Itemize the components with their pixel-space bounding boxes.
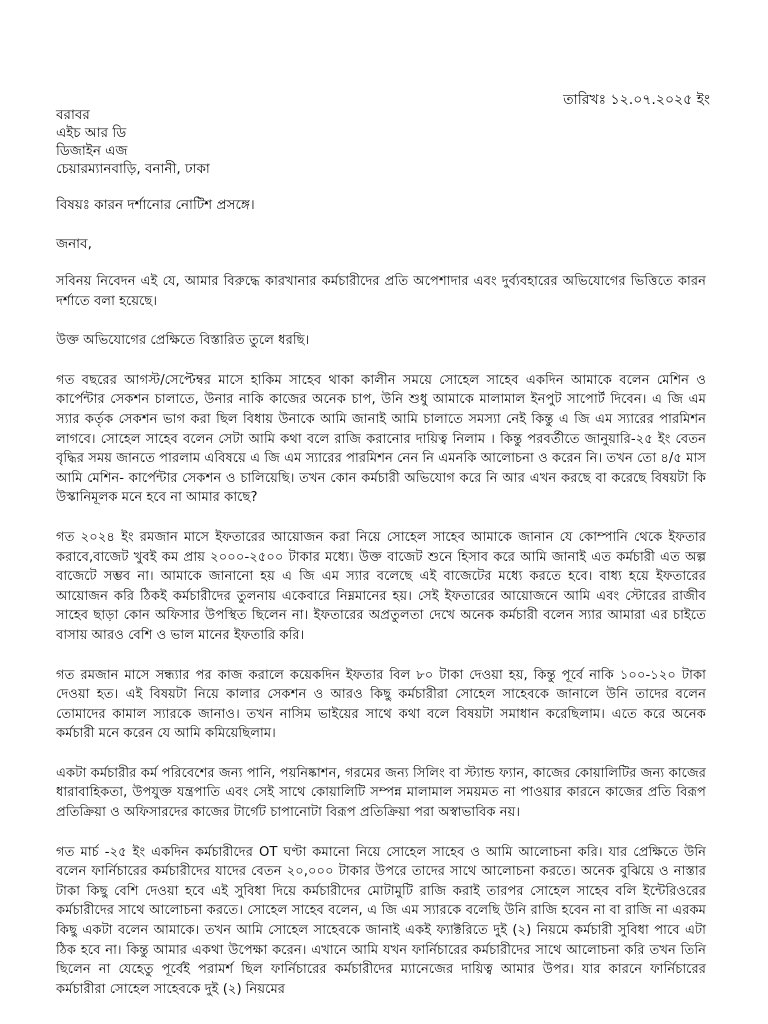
letter-salutation: জনাব, <box>56 236 92 252</box>
body-paragraph-details-heading: উক্ত অভিযোগের প্রেক্ষিতে বিস্তারিত তুলে ধরছি। <box>56 333 310 349</box>
address-line-company: ডিজাইন এজ <box>56 143 128 159</box>
letter-date: তারিখঃ ১২.০৭.২০২৫ ইং <box>563 92 710 108</box>
address-line-department: এইচ আর ডি <box>56 125 127 141</box>
recipient-address <box>56 106 706 178</box>
body-paragraph-iftar-bill: গত রমজান মাসে সন্ধ্যার পর কাজ করালে কয়েকদিন ইফতার বিল ৮০ টাকা দেওয়া হয়, কিন্তু পূর্বে নাকি ১০০-১২০ টাকা দেওয়া হত। এই বিষয়টা নিয়ে কালার সেকশন ও আরও কিছু কর্মচারীরা সোহেল সাহেবকে জানালে উনি তাদের বলেন তোমাদের কামাল স্যারকে জানাও। তখন নাসিম ভাইয়ের সাথে কথা বলে বিষয়টা সমাধান করেছিলাম। এতে করে অনেক কর্মচারী মনে করেন যে আমি কমিয়েছিলাম। <box>56 667 706 742</box>
body-paragraph-iftar-budget: গত ২০২৪ ইং রমজান মাসে ইফতারের আয়োজন করা নিয়ে সোহেল সাহেব আমাকে জানান যে কোম্পানি থেকে ইফতার করাবে,বাজেট খুবই কম প্রায় ২০০০-২৫০০ টাকার মধ্যে। উক্ত বাজেট শুনে হিসাব করে আমি জানাই এত কর্মচারী এত অল্প বাজেটে সম্ভব না। আমাকে জানানো হয় এ জি এম স্যার বলেছে এই বাজেটের মধ্যে করতে হবে। বাধ্য হয়ে ইফতারের আয়োজন করি ঠিকই কর্মচারীদের তুলনায় একেবারে নিম্নমানের হয়। সেই ইফতারের আয়োজনে আমি এবং স্টোরের রাজীব সাহেব ছাড়া কোন অফিসার উপস্থিত ছিলেন না। ইফতারের অপ্রতুলতা দেখে অনেক কর্মচারী বলেন স্যার আমারা এর চাইতে বাসায় আরও বেশি ও ভাল মানের ইফতারি করি। <box>56 529 706 643</box>
body-paragraph-section-assignment: গত বছরের আগস্ট/সেপ্টেম্বর মাসে হাকিম সাহেব থাকা কালীন সময়ে সোহেল সাহেব একদিন আমাকে বলেন মেশিন ও কার্পেন্টার সেকশন চালাতে, উনার নাকি কাজের অনেক চাপ, উনি শুধু আমাকে মালামাল ইনপুট সাপোর্ট দিবেন। এ জি এম স্যার কর্তৃক সেকশন ভাগ করা ছিল বিধায় উনাকে আমি জানাই আমি চালাতে সমস্যা নেই কিন্তু এ জি এম স্যারের পারমিশন লাগবে। সোহেল সাহেব বলেন সেটা আমি কথা বলে রাজি করানোর দায়িত্ব নিলাম । কিন্তু পরবর্তীতে জানুয়ারি-২৫ ইং বেতন বৃদ্ধির সময় জানতে পারলাম এবিষয়ে এ জি এম স্যারের পারমিশন নেন নি এমনকি আলোচনা ও করেন নি। তখন তো ৪/৫ মাস আমি মেশিন- কার্পেন্টার সেকশন ও চালিয়েছি। তখন কোন কর্মচারী অভিযোগ করে নি আর এখন করছে বা করেছে বিষয়টা কি উস্কানিমূলক মনে হবে না আমার কাছে? <box>56 372 706 506</box>
address-line-location: চেয়ারম্যানবাড়ি, বনানী, ঢাকা <box>56 161 210 177</box>
body-paragraph-work-environment: একটা কর্মচারীর কর্ম পরিবেশের জন্য পানি, পয়নিষ্কাশন, গরমের জন্য সিলিং বা স্ট্যান্ড ফ্যান, কাজের কোয়ালিটির জন্য কাজের ধারাবাহিকতা, উপযুক্ত যন্ত্রপাতি এবং সেই সাথে কোয়ালিটি সম্পন্ন মালামাল সময়মত না পাওয়ার কারনে কাজের প্রতি বিরূপ প্রতিক্রিয়া ও অফিসারদের কাজের টার্গেট চাপানোটা বিরূপ প্রতিক্রিয়া পরা অস্বাভাবিক নয়। <box>56 765 706 821</box>
address-line-to: বরাবর <box>56 107 90 123</box>
letter-subject: বিষয়ঃ কারন দর্শানোর নোটিশ প্রসঙ্গে। <box>56 197 255 213</box>
body-paragraph-overtime: গত মার্চ -২৫ ইং একদিন কর্মচারীদের OT ঘণ্টা কমানো নিয়ে সোহেল সাহেব ও আমি আলোচনা করি। যার প্রেক্ষিতে উনি বলেন ফার্নিচারের কর্মচারীদের যাদের বেতন ২০,০০০ টাকার উপরে তাদের সাথে আলোচনা করতে। অনেক বুঝিয়ে ও নাস্তার টাকা কিছু বেশি দেওয়া হবে এই সুবিধা দিয়ে কর্মচারীদের মোটামুটি রাজি করাই তারপর সোহেল সাহেব বলি ইন্টেরিওরের কর্মচারীদের সাথে আলোচনা করতে। সোহেল সাহেব বলেন, এ জি এম স্যারকে বলেছি উনি রাজি হবেন না বা রাজি না এরকম কিছু একটা বলেন আমাকে। তখন আমি সোহেল সাহেবকে জানাই একই ফ্যাক্টরিতে দুই (২) নিয়মে কর্মচারী সুবিধা পাবে এটা ঠিক হবে না। কিন্তু আমার একথা উপেক্ষা করেন। এখানে আমি যখন ফার্নিচারের কর্মচারীদের সাথে আলোচনা করি তখন তিনি ছিলেন না যেহেতু পূর্বেই পরামর্শ ছিল ফার্নিচারের কর্মচারীদের ম্যানেজের দায়িত্ব আমার উপর। যার কারনে ফার্নিচারের কর্মচারীরা সোহেল সাহেবকে দুই (২) নিয়মের <box>56 844 706 997</box>
body-paragraph-intro: সবিনয় নিবেদন এই যে, আমার বিরুদ্ধে কারখানার কর্মচারীদের প্রতি অপেশাদার এবং দুর্ব্যবহারের অভিযোগের ভিত্তিতে কারন দর্শাতে বলা হয়েছে। <box>56 274 706 309</box>
